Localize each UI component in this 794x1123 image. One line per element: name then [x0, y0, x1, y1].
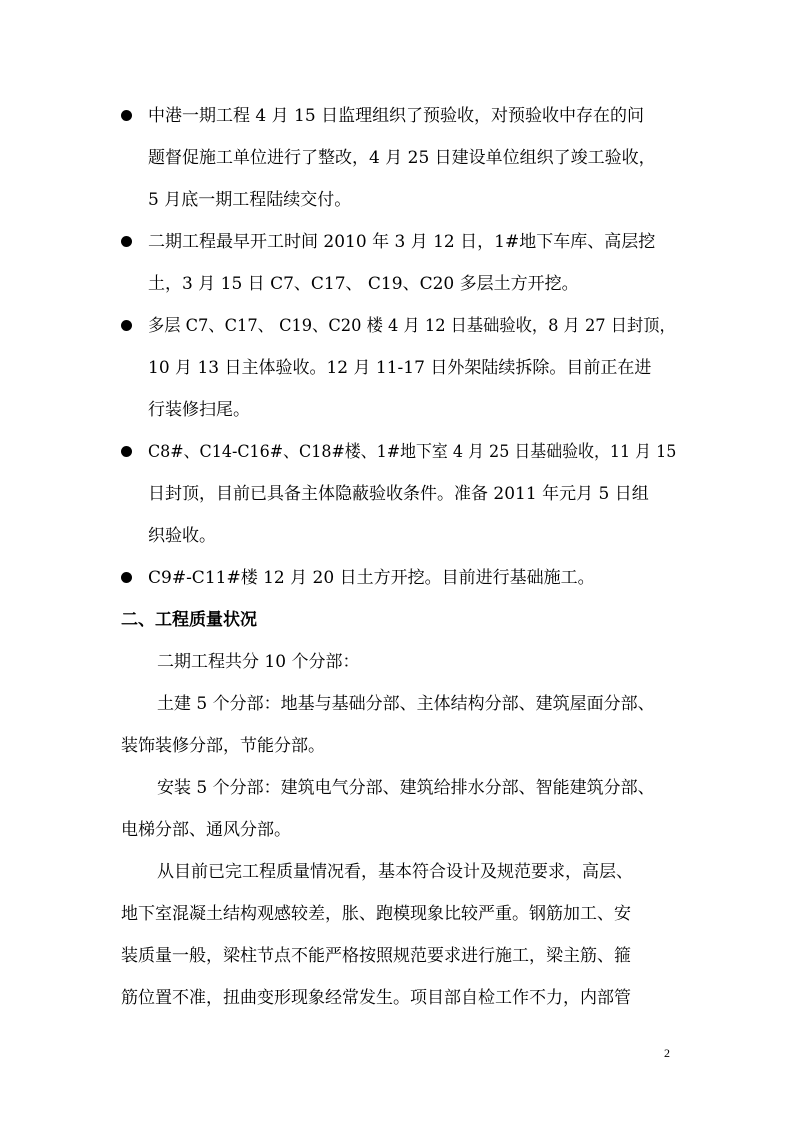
paragraph-text: 筋位置不准，扭曲变形现象经常发生。项目部自检工作不力，内部管 [121, 988, 631, 1008]
paragraph-text: 安装 5 个分部：建筑电气分部、建筑给排水分部、智能建筑分部、 [157, 778, 655, 798]
page-number: 2 [664, 1046, 670, 1060]
bullet-text-line: C9#-C11#楼 12 月 20 日土方开挖。目前进行基础施工。 [148, 568, 595, 588]
bullet-text-line: 织验收。 [148, 526, 216, 546]
bullet-continuation [0, 144, 794, 172]
paragraph-text: 二期工程共分 10 个分部： [157, 652, 360, 672]
bullet-continuation [0, 186, 794, 214]
bullet-text-line: 行装修扫尾。 [148, 400, 250, 420]
bullet-text-line: 二期工程最早开工时间 2010 年 3 月 12 日，1#地下车库、高层挖 [148, 232, 656, 252]
bullet-item [0, 564, 794, 592]
paragraph-line [0, 690, 794, 718]
paragraph-line [0, 732, 794, 760]
paragraph-line [0, 984, 794, 1012]
paragraph-line [0, 900, 794, 928]
paragraph-text: 土建 5 个分部：地基与基础分部、主体结构分部、建筑屋面分部、 [157, 694, 655, 714]
paragraph-text: 从目前已完工程质量情况看，基本符合设计及规范要求，高层、 [157, 862, 633, 882]
bullet-item [0, 312, 794, 340]
bullet-text-line: 土，3 月 15 日 C7、C17、 C19、C20 多层土方开挖。 [148, 274, 579, 294]
bullet-item [0, 102, 794, 130]
section-heading [0, 606, 794, 634]
bullet-dot-icon [121, 320, 132, 331]
bullet-item [0, 228, 794, 256]
bullet-text-line: 10 月 13 日主体验收。12 月 11-17 日外架陆续拆除。目前正在进 [148, 358, 652, 378]
bullet-dot-icon [121, 572, 132, 583]
bullet-text-line: 5 月底一期工程陆续交付。 [148, 190, 352, 210]
bullet-dot-icon [121, 446, 132, 457]
bullet-text-line: C8#、C14-C16#、C18#楼、1#地下室 4 月 25 日基础验收，11 月 15 [148, 442, 677, 462]
bullet-continuation [0, 396, 794, 424]
bullet-dot-icon [121, 110, 132, 121]
paragraph-line [0, 816, 794, 844]
bullet-text-line: 多层 C7、C17、 C19、C20 楼 4 月 12 日基础验收，8 月 27 日封顶， [148, 316, 676, 336]
bullet-item [0, 438, 794, 466]
paragraph-text: 装质量一般，梁柱节点不能严格按照规范要求进行施工，梁主筋、箍 [121, 946, 631, 966]
paragraph-line [0, 774, 794, 802]
section-heading-text: 二、工程质量状况 [121, 610, 257, 630]
paragraph-line [0, 858, 794, 886]
paragraph-text: 装饰装修分部，节能分部。 [121, 736, 325, 756]
bullet-text-line: 中港一期工程 4 月 15 日监理组织了预验收，对预验收中存在的问 [148, 106, 645, 126]
bullet-text-line: 题督促施工单位进行了整改，4 月 25 日建设单位组织了竣工验收， [148, 148, 656, 168]
paragraph-line [0, 942, 794, 970]
paragraph-text: 地下室混凝土结构观感较差，胀、跑模现象比较严重。钢筋加工、安 [121, 904, 631, 924]
paragraph-text: 电梯分部、通风分部。 [121, 820, 291, 840]
bullet-continuation [0, 354, 794, 382]
bullet-dot-icon [121, 236, 132, 247]
bullet-text-line: 日封顶，目前已具备主体隐蔽验收条件。准备 2011 年元月 5 日组 [148, 484, 649, 504]
paragraph-line [0, 648, 794, 676]
bullet-continuation [0, 270, 794, 298]
bullet-continuation [0, 522, 794, 550]
bullet-continuation [0, 480, 794, 508]
